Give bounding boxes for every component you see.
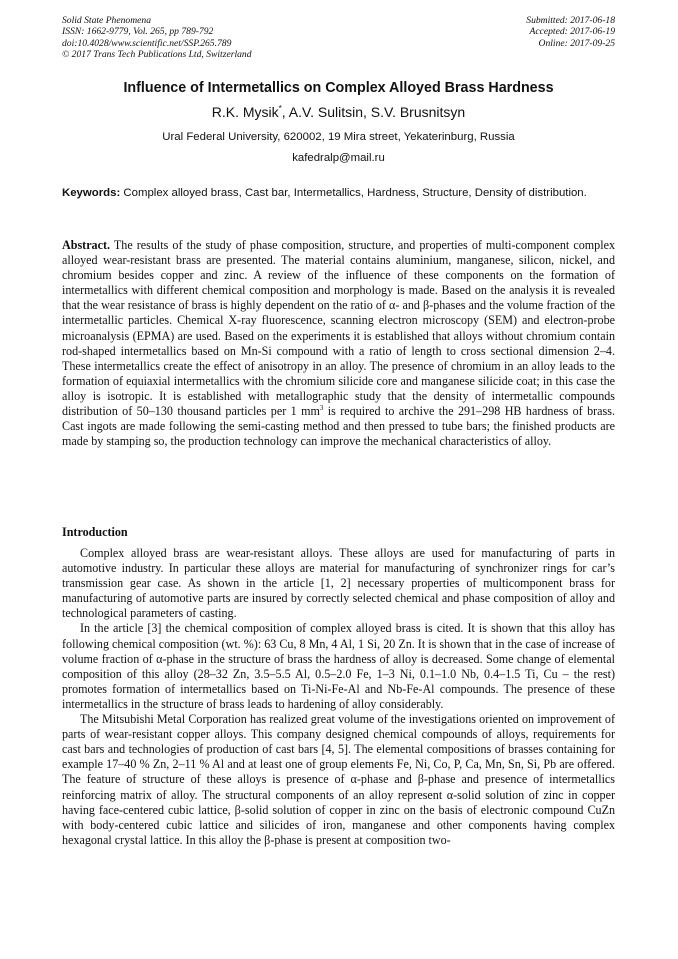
keywords-label: Keywords: [62, 187, 121, 199]
doi-line: doi:10.4028/www.scientific.net/SSP.265.789 [62, 37, 232, 49]
online-date: Online: 2017-09-25 [538, 37, 615, 49]
submission-dates [526, 15, 615, 49]
paper-title: Influence of Intermetallics on Complex Alloyed Brass Hardness [123, 80, 554, 96]
author-list [62, 104, 615, 120]
journal-name: Solid State Phenomena [62, 15, 151, 26]
submitted-date: Submitted: 2017-06-18 [526, 15, 615, 26]
intro-paragraph: In the article [3] the chemical composition of complex alloyed brass is cited. It is shown that this alloy has following chemical composition (wt. %): 63 Cu, 8 Mn, 4 Al, 1 Si, 20 Zn. It is shown that in the case of increase of volume fraction of α-phase in the structure of brass the hardness of alloy is decreased. Some change of elemental composition of this alloy (28–32 Zn, 3.5–5.5 Al, 0.5–2.0 Fe, 1–3 Ni, 0.1–1.0 Nb, 0.4–1.5 Ti, Cu – the rest) promotes formation of intermetallics based on Ti-Ni-Fe-Al and Nb-Fe-Al compounds. The presence of these intermetallics in the structure of brass leads to hardening of alloy considerably. [62, 621, 615, 711]
affiliation: Ural Federal University, 620002, 19 Mira street, Yekaterinburg, Russia [162, 131, 515, 143]
intro-paragraph: The Mitsubishi Metal Corporation has realized great volume of the investigations oriented on improvement of parts of wear-resistant copper alloys. This company designed chemical compounds of alloys, requirements for cast bars and technologies of production of cast bars [4, 5]. The elemental compositions of brasses containing for example 17–40 % Zn, 2–11 % Al and at least one of group elements Fe, Ni, Co, P, Ca, Mn, Sn, Si, Pb are offered. The feature of structure of these alloys is presence of α-phase and β-phase and presence of intermetallics reinforcing matrix of alloy. The structural components of an alloy represent α-solid solution of zinc in copper having face-centered cubic lattice, β-solid solution of copper in zinc on the basis of electronic compound CuZn with body-centered cubic lattice and silicides of iron, manganese and other components having complex hexagonal crystal lattice. In this alloy the β-phase is present at composition two- [62, 712, 615, 847]
abstract-label: Abstract. [62, 238, 111, 252]
abstract-superscript: 3 [319, 404, 324, 413]
first-author: R.K. Mysik [211, 104, 279, 120]
other-authors: , A.V. Sulitsin, S.V. Brusnitsyn [281, 104, 466, 120]
abstract [62, 238, 615, 449]
introduction-body [62, 546, 615, 848]
corresponding-mark: * [278, 104, 282, 113]
journal-info [62, 15, 252, 60]
keywords [62, 186, 615, 201]
abstract-text-part1: The results of the study of phase composition, structure, and properties of multi-component complex alloyed wear-resistant brass are presented. The material contains aluminium, manganese, silicon, nickel, and chromium besides copper and zinc. A review of the influence of these components on the formation of intermetallics with different chemical composition and morphology is made. Based on the analysis it is revealed that the wear resistance of brass is highly dependent on the ratio of α- and β-phases and the volume fraction of the intermetallic particles. Chemical X-ray fluorescence, scanning electron microscopy (SEM) and electron-probe microanalysis (EPMA) are used. Based on the experiments it is established that alloys without chromium contain rod-shaped intermetallics based on Mn-Si compound with a ratio of length to cross sectional dimension 2–4. These intermetallics create the effect of anisotropy in an alloy. The presence of chromium in an alloy leads to the formation of equiaxial intermetallics with the chromium silicide core and manganese silicide coat; in this case the alloy is isotropic. It is established with metallographic study that the density of intermetallic compounds distribution of 50–130 thousand particles per 1 mm [62, 238, 615, 419]
author-email: kafedralp@mail.ru [292, 152, 385, 164]
abstract-text-part2: is required to archive the 291–298 HB hardness of brass. Cast ingots are made following the semi-casting method and then pressed to tube bars; the finished products are made by stamping so, the production technology can improve the mechanical characteristics of alloy. [62, 404, 615, 449]
keywords-text: Complex alloyed brass, Cast bar, Intermetallics, Hardness, Structure, Density of distribution. [120, 187, 587, 199]
introduction-heading: Introduction [62, 525, 128, 539]
accepted-date: Accepted: 2017-06-19 [529, 26, 615, 38]
intro-paragraph: Complex alloyed brass are wear-resistant alloys. These alloys are used for manufacturing of parts in automotive industry. In particular these alloys are material for manufacturing of synchronizer rings for car’s transmission gear case. As shown in the article [1, 2] necessary properties of multicomponent brass for manufacturing of automotive parts are insured by correctly selected chemical and phase composition of alloy and technological parameters of casting. [62, 546, 615, 621]
copyright-line: © 2017 Trans Tech Publications Ltd, Switzerland [62, 48, 252, 60]
issn-line: ISSN: 1662-9779, Vol. 265, pp 789-792 [62, 26, 214, 38]
